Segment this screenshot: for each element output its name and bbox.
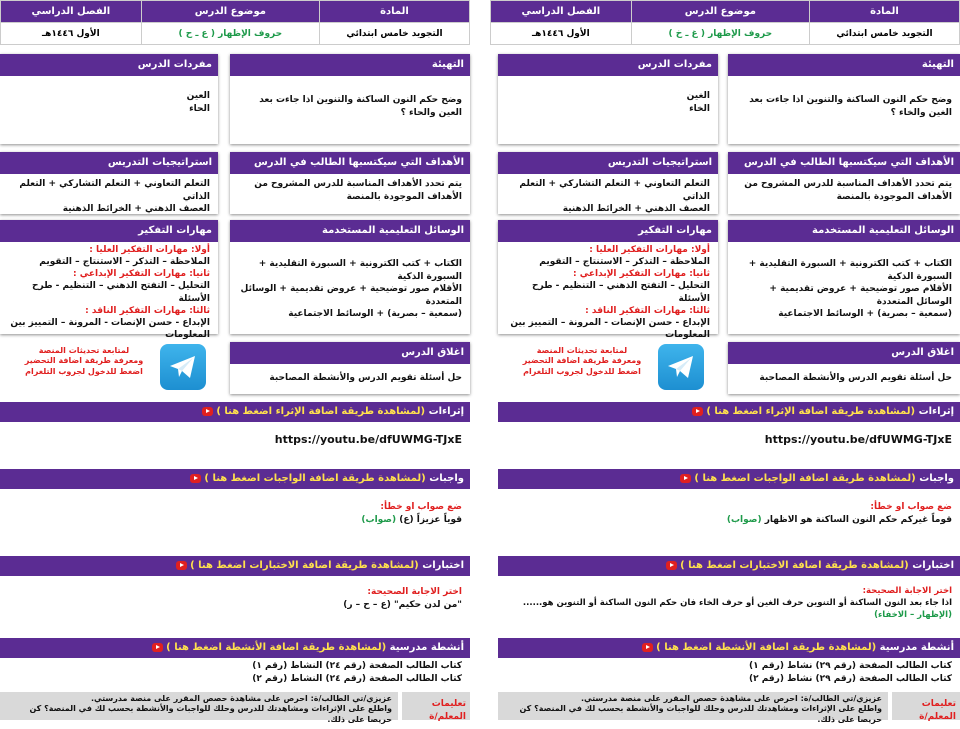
activities-heading [498, 638, 960, 658]
tests-heading [498, 556, 960, 576]
promo-line: ومعرفة طريقة اضافة التحضير [24, 356, 144, 366]
homework-title: واجبات [919, 473, 954, 484]
thinking-subheading: ثالثا: مهارات التفكير الناقد : [585, 305, 710, 316]
subject-value: التجويد خامس ابتدائي [809, 23, 959, 45]
aids-line: الأقلام صور توضيحية + عروض تقديمية + الوسائل المتعددة [240, 284, 462, 307]
activity-item: كتاب الطالب الصفحة (رقم ٢٤) النشاط (رقم ١) [252, 661, 462, 671]
enrich-url[interactable]: https://youtu.be/dfUWMG-TJxE [764, 433, 952, 446]
youtube-icon[interactable] [176, 561, 187, 570]
telegram-icon[interactable] [658, 344, 704, 390]
topic-header: موضوع الدرس [631, 1, 809, 23]
teacher-notes-body [0, 692, 398, 724]
strategies-heading: استراتيجيات التدريس [0, 152, 218, 174]
enrich-title: إثراءات [428, 406, 464, 417]
objectives-panel [728, 152, 960, 214]
tests-title: اختبارات [912, 560, 954, 571]
lesson-info-table [490, 0, 960, 45]
tests-how-to-link[interactable]: (لمشاهدة طريقة اضافة الاختبارات اضغط هنا ) [680, 560, 909, 571]
teacher-notes-body [498, 692, 888, 724]
promo-line: اضغط للدخول لجروب التلغرام [523, 366, 641, 376]
strategies-line: التعلم التعاوني + التعلم التشاركي + التعلم الذاتي [19, 179, 210, 202]
strategies-line: العصف الذهني + الخرائط الذهنية [62, 204, 210, 215]
objectives-text: يتم تحدد الأهداف المناسبة للدرس المشروح من الأهداف الموجودة بالمنصة [744, 179, 952, 202]
thinking-subheading: أولا: مهارات التفكير العليا : [589, 245, 710, 255]
closing-heading: اغلاق الدرس [728, 342, 960, 364]
thinking-subheading: ثانيا: مهارات التفكير الإبداعي : [73, 269, 210, 280]
closing-text: حل أسئلة تقويم الدرس والأنشطة المصاحبة [269, 373, 462, 383]
homework-answer: (صواب) [361, 514, 397, 525]
teacher-notes-label: تعليمات المعلم/ة [429, 699, 466, 722]
aids-heading: الوسائل التعليمية المستخدمة [728, 220, 960, 242]
tests-heading [0, 556, 470, 576]
tests-prompt: اختر الاجابة الصحيحة: [862, 586, 952, 596]
youtube-icon[interactable] [152, 643, 163, 652]
enrich-section [498, 402, 960, 460]
activities-section [0, 638, 470, 690]
vocab-heading: مفردات الدرس [498, 54, 718, 76]
topic-header: موضوع الدرس [141, 1, 319, 23]
teacher-notes-label-cell [892, 692, 960, 720]
vocab-item: العين [186, 91, 210, 101]
homework-statement: قوماً غيركم حكم النون الساكنة هو الاظهار [764, 514, 952, 525]
homework-how-to-link[interactable]: (لمشاهدة طريقة اضافة الواجبات اضغط هنا ) [204, 473, 426, 484]
closing-text: حل أسئلة تقويم الدرس والأنشطة المصاحبة [759, 373, 952, 383]
homework-heading [0, 469, 470, 489]
enrich-heading [0, 402, 470, 422]
subject-value: التجويد خامس ابتدائي [319, 23, 469, 45]
enrich-section [0, 402, 470, 460]
youtube-icon[interactable] [202, 407, 213, 416]
homework-section [0, 469, 470, 549]
vocab-item: الخاء [689, 103, 710, 114]
enrich-title: إثراءات [918, 406, 954, 417]
aids-heading: الوسائل التعليمية المستخدمة [230, 220, 470, 242]
thinking-line: الملاحظة – التذكر – الاستنتاج – التقويم [539, 257, 710, 268]
homework-heading [498, 469, 960, 489]
thinking-heading: مهارات التفكير [498, 220, 718, 242]
enrich-heading [498, 402, 960, 422]
lesson-plan-page-right [490, 0, 960, 724]
topic-value: حروف الإظهار ( ع ـ ح ) [141, 23, 319, 45]
tests-section [498, 556, 960, 630]
strategies-panel [498, 152, 718, 214]
closing-heading: اغلاق الدرس [230, 342, 470, 364]
teacher-notes-label-cell [402, 692, 470, 720]
tests-question [506, 598, 952, 622]
thinking-subheading: أولا: مهارات التفكير العليا : [89, 245, 210, 255]
objectives-heading: الأهداف التي سيكتسبها الطالب في الدرس [728, 152, 960, 174]
strategies-line: العصف الذهني + الخرائط الذهنية [562, 204, 710, 215]
warmup-panel [230, 54, 470, 144]
thinking-line: التحليل – التفتح الذهني – التنظيم - طرح الأسئلة [531, 281, 710, 304]
subject-header: المادة [319, 1, 469, 23]
objectives-panel [230, 152, 470, 214]
homework-section [498, 469, 960, 549]
aids-line: الكتاب + كتب الكترونية + السبورة التقليدية + السبورة الذكية [258, 259, 462, 282]
activity-item: كتاب الطالب الصفحة (رقم ٢٩) نشاط (رقم ١) [748, 661, 952, 671]
lesson-plan-page-left [0, 0, 470, 724]
aids-line: الكتاب + كتب الكترونية + السبورة التقليدية + السبورة الذكية [748, 259, 952, 282]
warmup-text: وضح حكم النون الساكنة والتنوين اذا جاءت بعد الغين والخاء ؟ [749, 95, 952, 118]
homework-answer: (صواب) [726, 514, 762, 525]
activities-how-to-link[interactable]: (لمشاهدة طريقة اضافة الأنشطة اضغط هنا ) [166, 642, 387, 653]
enrich-how-to-link[interactable]: (لمشاهدة طريقة اضافة الإثراء اضغط هنا ) [216, 406, 426, 417]
teacher-notes-line: عزيزي/تي الطالب/ة: احرص على مشاهدة حصص المقرر على منصة مدرستي. [581, 694, 882, 703]
promo-line: ومعرفة طريقة اضافة التحضير [522, 356, 642, 366]
teacher-notes-label: تعليمات المعلم/ة [919, 699, 956, 722]
activities-how-to-link[interactable]: (لمشاهدة طريقة اضافة الأنشطة اضغط هنا ) [656, 642, 877, 653]
aids-panel [728, 220, 960, 334]
homework-statement: قوياً عزيزاً (ع) [399, 514, 462, 525]
aids-line: الأقلام صور توضيحية + عروض تقديمية + الوسائل المتعددة [769, 284, 952, 307]
teacher-notes-line: واطلع على الإثراءات ومشاهدتك للدرس وحلك للواجبات والأنشطة بحسب لك في المنصة؟ كن حريصا على ذلك. [519, 704, 882, 724]
objectives-text: يتم تحدد الأهداف المناسبة للدرس المشروح من الأهداف الموجودة بالمنصة [254, 179, 462, 202]
telegram-promo[interactable] [512, 346, 652, 377]
subject-header: المادة [809, 1, 959, 23]
strategies-heading: استراتيجيات التدريس [498, 152, 718, 174]
warmup-text: وضح حكم النون الساكنة والتنوين اذا جاءت بعد العين والحاء ؟ [259, 95, 462, 118]
youtube-icon[interactable] [680, 474, 691, 483]
warmup-heading: التهيئة [230, 54, 470, 76]
aids-line: (سمعية – بصرية) + الوسائط الاجتماعية [288, 309, 462, 320]
promo-line: لمتابعة تحديثات المنصة [536, 346, 628, 355]
youtube-icon[interactable] [642, 643, 653, 652]
term-header: الفصل الدراسي [491, 1, 632, 23]
vocab-panel [498, 54, 718, 144]
vocab-panel [0, 54, 218, 144]
warmup-heading: التهيئة [728, 54, 960, 76]
enrich-url[interactable]: https://youtu.be/dfUWMG-TJxE [274, 433, 462, 446]
activities-title: أنشطة مدرسية [389, 642, 464, 653]
enrich-how-to-link[interactable]: (لمشاهدة طريقة اضافة الإثراء اضغط هنا ) [706, 406, 916, 417]
tests-options: (الإظهار – الاخفاء) [874, 609, 952, 620]
tests-title: اختبارات [422, 560, 464, 571]
thinking-subheading: ثالثا: مهارات التفكير الناقد : [85, 305, 210, 316]
vocab-heading: مفردات الدرس [0, 54, 218, 76]
term-value: الأول ١٤٤٦هـ [1, 23, 142, 45]
tests-how-to-link[interactable]: (لمشاهدة طريقة اضافة الاختبارات اضغط هنا ) [190, 560, 419, 571]
thinking-panel [498, 220, 718, 340]
topic-value: حروف الإظهار ( غ ـ خ ) [631, 23, 809, 45]
closing-panel [728, 342, 960, 394]
strategies-panel [0, 152, 218, 214]
aids-panel [230, 220, 470, 334]
homework-prompt: ضع صواب او خطأ: [870, 502, 952, 512]
term-header: الفصل الدراسي [1, 1, 142, 23]
vocab-item: الحاء [189, 103, 210, 114]
tests-question: "من لدن حكيم" (ع – ح – ر) [343, 599, 462, 610]
thinking-line: الإبداع - حسن الإنصات - المرونة – التمييز بين المعلومات [10, 317, 210, 340]
teacher-notes-line: عزيزي/تي الطالب/ة: احرص على مشاهدة حصص المقرر على منصة مدرستي. [91, 694, 392, 703]
promo-line: لمتابعة تحديثات المنصة [38, 346, 130, 355]
term-value: الأول ١٤٤٦هـ [491, 23, 632, 45]
teacher-notes-line: واطلع على الإثراءات ومشاهدتك للدرس وحلك للواجبات والأنشطة بحسب لك في المنصة؟ كن حريصا على ذلك. [29, 704, 392, 724]
vocab-item: الغين [686, 91, 710, 101]
activity-item: كتاب الطالب الصفحة (رقم ٢٩) نشاط (رقم ٢) [748, 673, 952, 684]
aids-line: (سمعية – بصرية) + الوسائط الاجتماعية [778, 309, 952, 320]
thinking-line: التحليل – التفتح الذهني – التنظيم - طرح الأسئلة [31, 281, 210, 304]
homework-title: واجبات [429, 473, 464, 484]
promo-line: اضغط للدخول لجروب التلغرام [25, 366, 143, 376]
warmup-panel [728, 54, 960, 144]
objectives-heading: الأهداف التي سيكتسبها الطالب في الدرس [230, 152, 470, 174]
thinking-heading: مهارات التفكير [0, 220, 218, 242]
tests-question-text: اذا جاء بعد النون الساكنة أو التنوين حرف الغين أو حرف الخاء فان حكم النون الساكنة أو التنوين هو...... [522, 597, 952, 608]
homework-question [8, 514, 462, 527]
thinking-line: الملاحظة – التذكر – الاستنتاج – التقويم [39, 257, 210, 268]
telegram-icon[interactable] [160, 344, 206, 390]
thinking-subheading: ثانيا: مهارات التفكير الإبداعي : [573, 269, 710, 280]
activities-heading [0, 638, 470, 658]
homework-how-to-link[interactable]: (لمشاهدة طريقة اضافة الواجبات اضغط هنا ) [694, 473, 916, 484]
thinking-panel [0, 220, 218, 340]
homework-question [506, 514, 952, 527]
thinking-line: الإبداع - حسن الإنصات - المرونة – التمييز بين المعلومات [510, 317, 710, 340]
youtube-icon[interactable] [190, 474, 201, 483]
strategies-line: التعلم التعاوني + التعلم التشاركي + التعلم الذاتي [519, 179, 710, 202]
activity-item: كتاب الطالب الصفحة (رقم ٢٤) النشاط (رقم ٢) [252, 673, 462, 684]
youtube-icon[interactable] [666, 561, 677, 570]
activities-title: أنشطة مدرسية [879, 642, 954, 653]
tests-section [0, 556, 470, 630]
telegram-promo[interactable] [14, 346, 154, 377]
closing-panel [230, 342, 470, 394]
activities-section [498, 638, 960, 690]
youtube-icon[interactable] [692, 407, 703, 416]
lesson-info-table [0, 0, 470, 45]
homework-prompt: ضع صواب او خطأ: [380, 502, 462, 512]
tests-prompt: اختر الاجابة الصحيحة: [367, 587, 462, 597]
